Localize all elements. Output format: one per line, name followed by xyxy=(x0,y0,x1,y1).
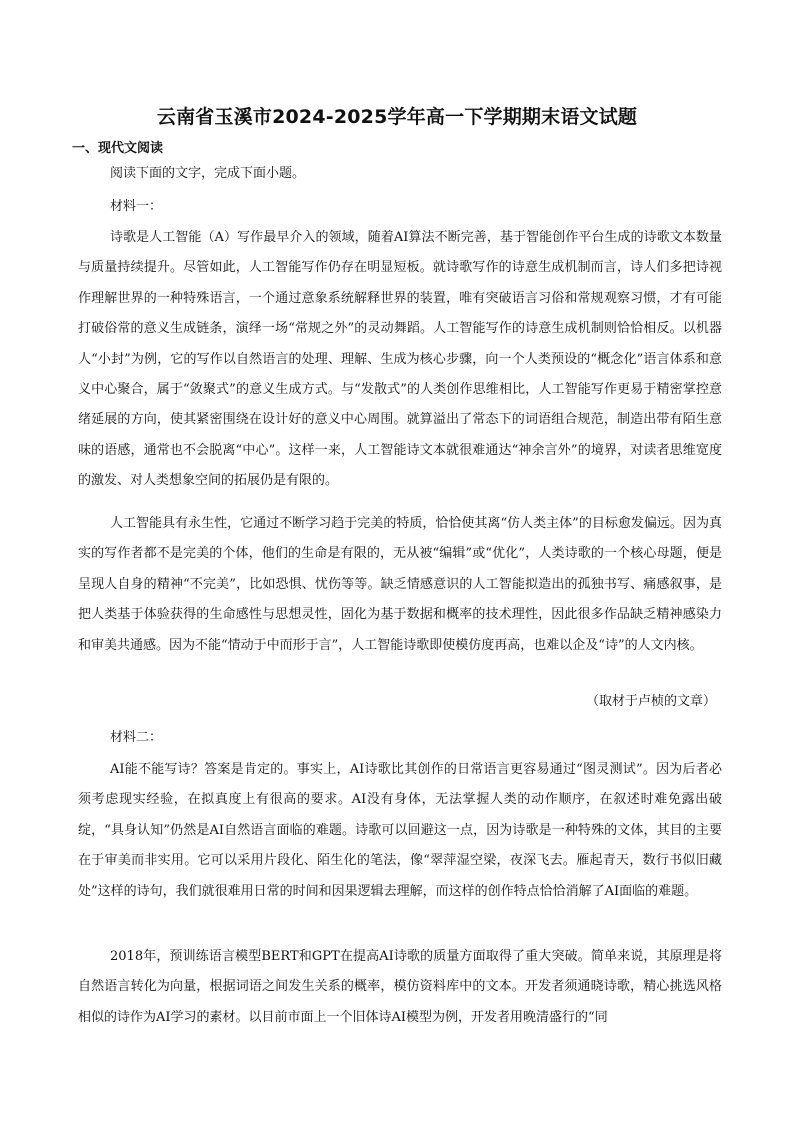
page-title: 云南省玉溪市2024-2025学年高一下学期期末语文试题 xyxy=(156,106,638,128)
material-two-label: 材料二： xyxy=(110,730,163,745)
instruction-text: 阅读下面的文字，完成下面小题。 xyxy=(110,166,306,181)
material-one-paragraph-1: 诗歌是人工智能（A）写作最早介入的领域，随着AI算法不断完善，基于智能创作平台生成的诗歌文本数量与质量持续提升。尽管如此，人工智能写作仍存在明显短板。就诗歌写作的诗意生成机制而言，诗人们多把诗视作理解世界的一种特殊语言，一个通过意象系统解释世界的装置，唯有突破语言习俗和常规观察习惯，才有可能打破俗常的意义生成链条，演绎一场“常规之外”的灵动舞蹈。人工智能写作的诗意生成机制则恰恰相反。以机器人“小封”为例，它的写作以自然语言的处理、理解、生成为核心步骤，向一个人类预设的“概念化”语言体系和意义中心聚合，属于“敛聚式”的意义生成方式。与“发散式”的人类创作思维相比，人工智能写作更易于精密掌控意绪延展的方向，使其紧密围绕在设计好的意义中心周围。就算溢出了常态下的词语组合规范，制造出带有陌生意味的语感，通常也不会脱离“中心”。这样一来，人工智能诗文本就很难通达“神余言外”的境界，对读者思维宽度的激发、对人类想象空间的拓展仍是有限的。 xyxy=(78,230,722,489)
material-two-paragraph-1: AI能不能写诗？答案是肯定的。事实上，AI诗歌比其创作的日常语言更容易通过“图灵测试”。因为后者必须考虑现实经验，在拟真度上有很高的要求。AI没有身体，无法掌握人类的动作顺序，在叙述时难免露出破绽，“具身认知”仍然是AI自然语言面临的难题。诗歌可以回避这一点，因为诗歌是一种特殊的文体，其目的主要在于审美而非实用。它可以采用片段化、陌生化的笔法，像“翠萍湿空梁，夜深飞去。雁起青天，数行书似旧藏处”这样的诗句，我们就很难用日常的时间和因果逻辑去理解，而这样的创作特点恰恰消解了AI面临的难题。 xyxy=(78,762,722,899)
section-heading: 一、现代文阅读 xyxy=(72,141,164,156)
material-one-paragraph-2: 人工智能具有永生性，它通过不断学习趋于完美的特质，恰恰使其离“仿人类主体”的目标愈发偏远。因为真实的写作者都不是完美的个体，他们的生命是有限的，无从被“编辑”或“优化”，人类诗歌的一个核心母题，便是呈现人自身的精神“不完美”，比如恐惧、忧伤等等。缺乏情感意识的人工智能拟造出的孤独书写、痛感叙事，是把人类基于体验获得的生命感性与思想灵性，固化为基于数据和概率的技术理性，因此很多作品缺乏精神感染力和审美共通感。因为不能“情动于中而形于言”，人工智能诗歌即使模仿度再高，也难以企及“诗”的人文内核。 xyxy=(78,516,722,653)
material-one-label: 材料一： xyxy=(110,199,163,214)
material-one-source: （取材于卢桢的文章） xyxy=(585,694,716,709)
material-two-paragraph-2: 2018年，预训练语言模型BERT和GPT在提高AI诗歌的质量方面取得了重大突破。简单来说，其原理是将自然语言转化为向量，根据词语之间发生关系的概率，模仿资料库中的文本。开发者须通晓诗歌，精心挑选风格相似的诗作为AI学习的素材。以目前市面上一个旧体诗AI模型为例，开发者用晚清盛行的“同 xyxy=(78,949,722,1025)
